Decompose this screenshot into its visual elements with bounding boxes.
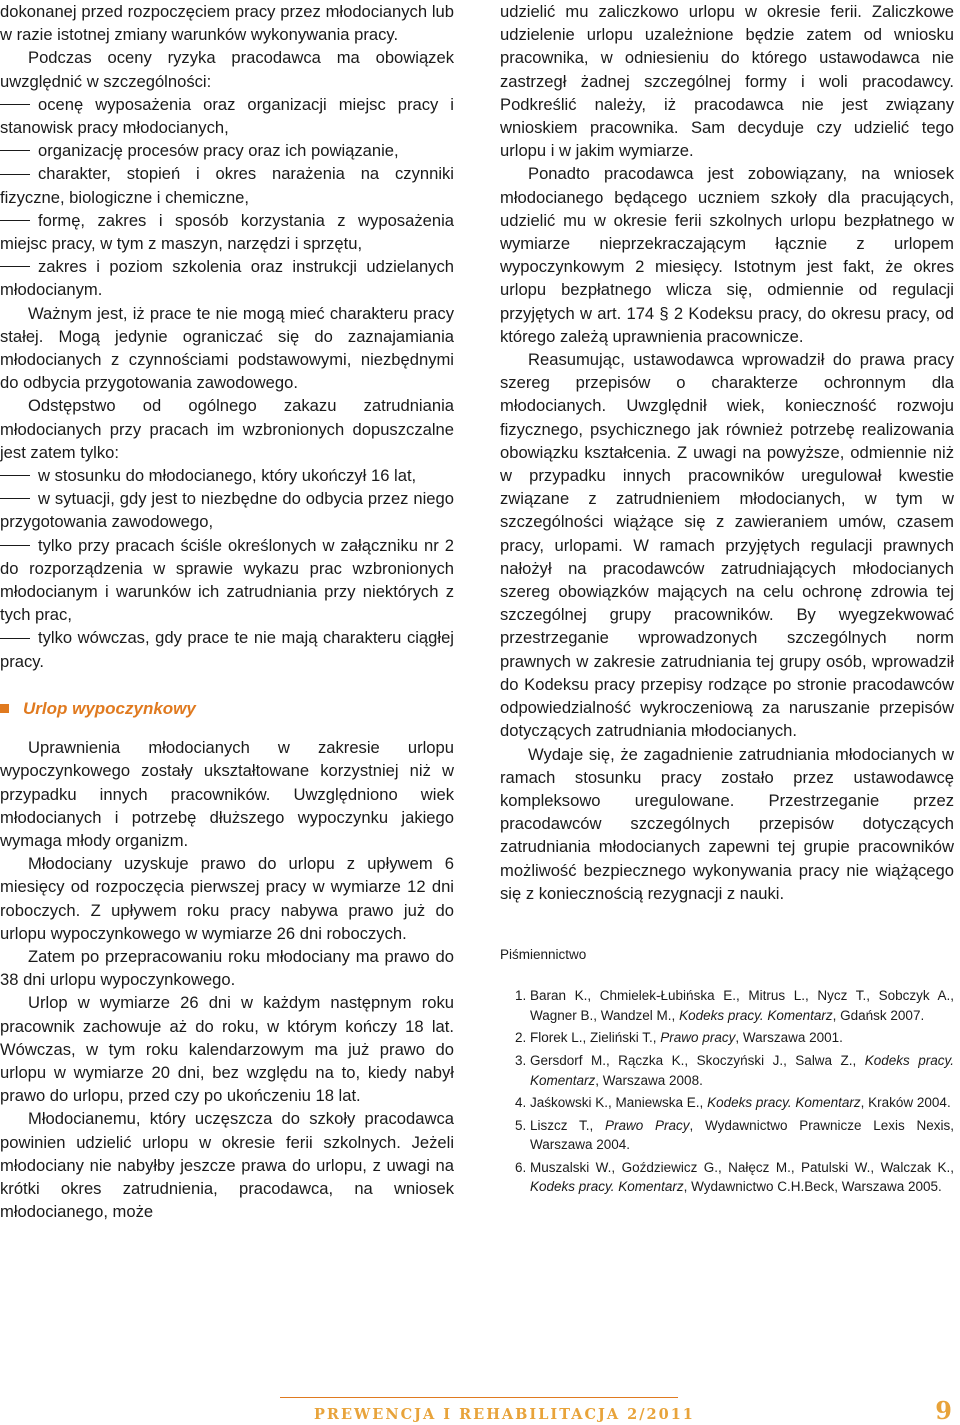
footer-rule [280,1397,678,1398]
list-item [0,162,454,208]
reference-authors: Gersdorf M., Rączka K., Skoczyński J., Salwa Z., [530,1052,865,1068]
dash-icon [0,150,30,151]
paragraph: Młodociany uzyskuje prawo do urlopu z upływem 6 miesięcy od rozpoczęcia pierwszej pracy w wymiarze 12 dni roboczych. Z upływem roku pracy nabywa prawo już do urlopu wypoczynkowego w wymiarze 26 dni roboczych. [0,854,454,943]
bullet-list [0,464,454,673]
dash-icon [0,220,30,221]
journal-name: PREWENCJA I REHABILITACJA 2/2011 [314,1406,695,1423]
references-title: Piśmiennictwo [500,946,587,962]
left-column [0,0,454,1223]
list-item [0,255,454,301]
section-heading-text: Urlop wypoczynkowy [23,698,196,718]
reference-item [530,1116,954,1155]
paragraph: Reasumując, ustawodawca wprowadził do prawa pracy szereg przepisów o charakterze ochronnym dla młodocianych. Uwzględnił wiek, konieczność rozwoju fizycznego, psychicznego jak również potrzebę realizowania obowiązku kształcenia. Z uwagi na powyższe, odmiennie niż w przypadku innych pracowników uregulował kwestie związane z zatrudnieniem młodocianych, w tym w szczególności wiążące się z zawieraniem umów, czasem pracy, urlopami. W ramach przyjętych regulacji prawnych nałożył na pracodawców zatrudniających młodocianych szereg obowiązków mających na celu ochronę zdrowia tej szczególnej grupy pracowników. By wyegzekwować przestrzeganie wprowadzonych szczególnych norm prawnych w zakresie zatrudniania tej grupy osób, wprowadził do Kodeksu pracy przepisy rodzące po stronie pracodawców odpowiedzialność wykroczeniową za naruszanie przepisów dotyczących zatrudniania młodocianych. [500,350,954,741]
reference-title: Kodeks pracy. Komentarz [679,1007,833,1023]
list-item-text: zakres i poziom szkolenia oraz instrukcji udzielanych młodocianym. [0,257,454,300]
list-item-text: w stosunku do młodocianego, który ukończył 16 lat, [38,466,417,486]
list-item-text: formę, zakres i sposób korzystania z wyposażenia miejsc pracy, w tym z maszyn, narzędzi i sprzętu, [0,210,454,254]
reference-publisher: , Wydawnictwo C.H.Beck, Warszawa 2005. [683,1179,942,1195]
section-heading [0,697,454,720]
paragraph: Urlop w wymiarze 26 dni w każdym następnym roku pracownik zachowuje aż do roku, w którym kończy 18 lat. Wówczas, w tym roku kalendarzowym ma już prawo do urlopu w wymiarze 20 dni, bez względu na to, kiedy nabył prawo do urlopu, przed czy po ukończeniu 18 lat. [0,993,454,1106]
reference-authors: Jaśkowski K., Maniewska E., [530,1095,708,1111]
reference-publisher: , Warszawa 2008. [595,1072,703,1088]
list-item-text: w sytuacji, gdy jest to niezbędne do odbycia przez niego przygotowania zawodowego, [0,489,454,532]
reference-item [530,986,954,1025]
list-item-text: organizację procesów pracy oraz ich powiązanie, [38,141,399,161]
list-item [0,139,454,162]
paragraph: Podczas oceny ryzyka pracodawca ma obowiązek uwzględnić w szczególności: [0,48,454,91]
dash-icon [0,545,30,546]
bullet-list [0,93,454,302]
square-bullet-icon [0,704,9,713]
paragraph: Zatem po przepracowaniu roku młodociany ma prawo do 38 dni urlopu wypoczynkowego. [0,946,454,990]
paragraph: Ważnym jest, iż prace te nie mogą mieć charakteru pracy stałej. Mogą jedynie ograniczać się do zaznajamiania młodocianych z czynnościami podstawowymi, niezbędnymi do odbycia przygotowania zawodowego. [0,303,454,393]
reference-authors: Baran K., Chmielek-Łubińska E., Mitrus L., Nycz T., Sobczyk A., Wagner B., Wandzel M., [530,988,954,1023]
list-item [0,626,454,672]
paragraph: Młodocianemu, który uczęszcza do szkoły pracodawca powinien udzielić urlopu w okresie ferii szkolnych. Jeżeli młodociany nie nabyłby jeszcze prawa do urlopu, z uwagi na krótki okres zatrudnienia, pracodawca, na wniosek młodocianego, może [0,1109,454,1222]
reference-authors: Florek L., Zieliński T., [530,1030,661,1046]
dash-icon [0,104,30,105]
paragraph: Uprawnienia młodocianych w zakresie urlopu wypoczynkowego zostały ukształtowane korzystniej niż w przypadku innych pracowników. Uwzględniono wiek młodocianych i potrzebę dłuższego wypoczynku jakiego wymaga młody organizm. [0,738,454,850]
references-list [500,986,954,1197]
reference-title: Prawo pracy [660,1030,736,1046]
reference-publisher: , Warszawa 2001. [735,1030,843,1046]
reference-title: Kodeks pracy. Komentarz [707,1095,861,1111]
list-item-text: tylko przy pracach ściśle określonych w załączniku nr 2 do rozporządzenia w sprawie wykazu prac wzbronionych młodocianym i warunków ich zatrudniania przy niektórych z tych prac, [0,535,454,625]
reference-item [530,1158,954,1197]
reference-authors: Muszalski W., Goździewicz G., Nałęcz M., Patulski W., Walczak K., [530,1159,954,1175]
reference-item [530,1028,954,1048]
dash-icon [0,174,30,175]
dash-icon [0,638,30,639]
list-item [0,487,454,533]
reference-item [530,1051,954,1090]
list-item [0,534,454,627]
reference-publisher: , Kraków 2004. [860,1095,951,1111]
reference-item [530,1093,954,1113]
paragraph: Ponadto pracodawca jest zobowiązany, na wniosek młodocianego będącego uczniem szkoły dla pracujących, udzielić mu w okresie ferii szkolnych urlopu bezpłatnego w wymiarze nieprzekraczającym łącznie z urlopem wypoczynkowym 2 miesięcy. Istotnym jest fakt, że okres urlopu bezpłatnego wlicza się, odmiennie od regulacji przyjętych w art. 174 § 2 Kodeksu pracy, do okresu pracy, od którego zależą uprawnienia pracownicze. [500,164,954,346]
list-item-text: charakter, stopień i okres narażenia na czynniki fizyczne, biologiczne i chemiczne, [0,164,454,207]
list-item-text: ocenę wyposażenia oraz organizacji miejsc pracy i stanowisk pracy młodocianych, [0,94,454,138]
list-item [0,464,454,487]
right-column [500,0,954,1200]
reference-publisher: , Gdańsk 2007. [832,1007,925,1023]
paragraph: udzielić mu zaliczkowo urlopu w okresie ferii. Zaliczkowe udzielenie urlopu uzależnione będzie zatem od wniosku pracownika, w odniesieniu do którego ustawodawca nie zastrzegł żadnej szczególnej formy i woli pracodawcy. Podkreślić należy, iż pracodawca nie jest związany wnioskiem pracownika. Sam decyduje czy udzielić tego urlopu i w jakim wymiarze. [500,2,954,161]
reference-title: Kodeks pracy. Komentarz [530,1179,684,1195]
dash-icon [0,475,30,476]
reference-authors: Liszcz T., [530,1117,606,1133]
reference-title: Prawo Pracy [605,1117,690,1133]
list-item-text: tylko wówczas, gdy prace te nie mają charakteru ciągłej pracy. [0,628,454,671]
dash-icon [0,498,30,499]
paragraph: Odstępstwo od ogólnego zakazu zatrudniania młodocianych przy pracach im wzbronionych dopuszczalne jest zatem tylko: [0,396,454,462]
reference-title: Kodeks pracy. Komentarz [530,1052,954,1088]
reference-publisher: , Wydawnictwo Prawnicze Lexis Nexis, Warszawa 2004. [530,1117,954,1153]
list-item [0,209,454,255]
dash-icon [0,266,30,267]
page-number: 9 [935,1396,952,1425]
list-item [0,93,454,139]
paragraph: dokonanej przed rozpoczęciem pracy przez młodocianych lub w razie istotnej zmiany warunków wykonywania pracy. [0,2,454,45]
page-footer [0,1392,960,1424]
paragraph: Wydaje się, że zagadnienie zatrudniania młodocianych w ramach stosunku pracy zostało przez ustawodawcę kompleksowo uregulowane. Przestrzeganie przez pracodawców szczególnych przepisów dotyczących zatrudniania młodocianych zapewni tej grupie pracowników możliwość bezpiecznego wykonywania pracy nie wiążącego się z koniecznością rezygnacji z nauki. [500,744,954,903]
